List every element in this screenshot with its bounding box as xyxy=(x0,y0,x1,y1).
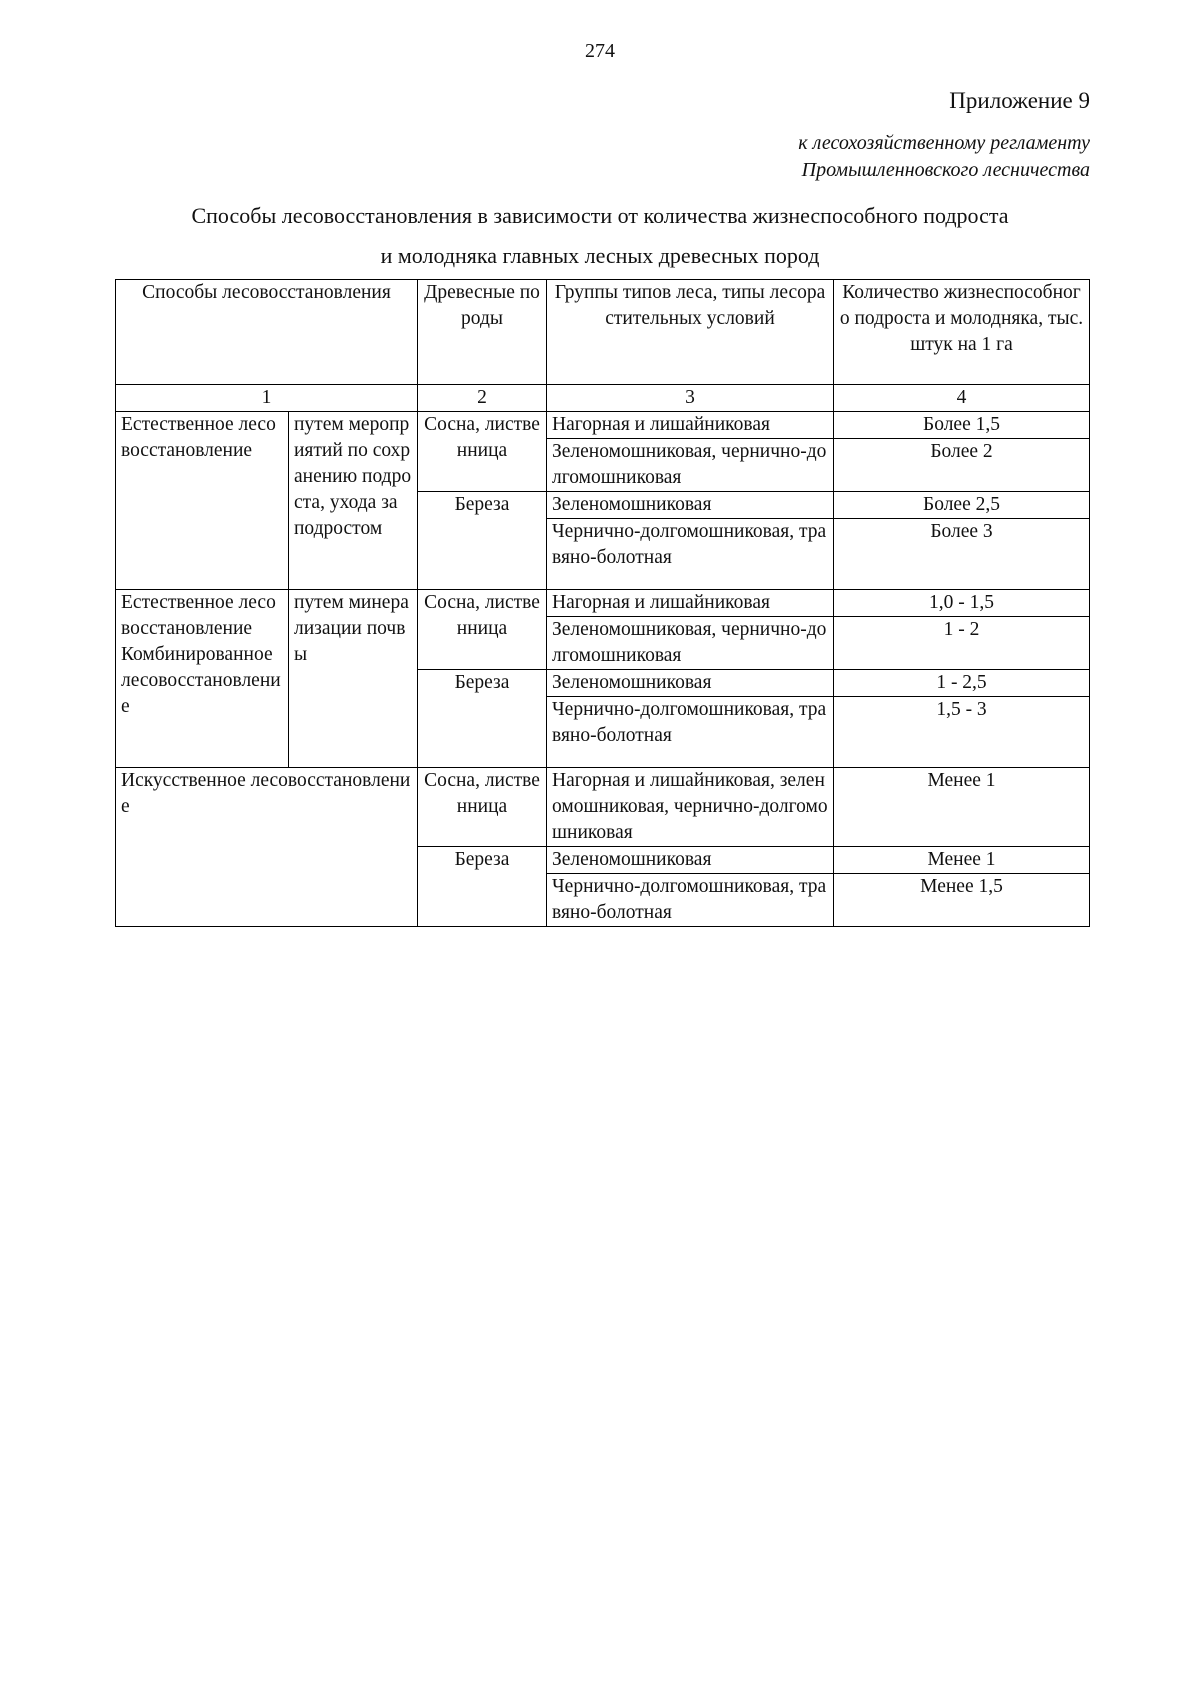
table-row xyxy=(116,590,1090,617)
quantity-cell: Более 1,5 xyxy=(834,412,1090,439)
quantity-cell: Более 2 xyxy=(834,439,1090,492)
method-natural: Естественное лесовосстановление xyxy=(121,592,276,639)
forest-type-cell: Зеленомошниковая xyxy=(547,670,834,697)
quantity-cell: 1,5 - 3 xyxy=(834,697,1090,768)
title-line-1: Способы лесовосстановления в зависимости от количества жизнеспособного подроста xyxy=(191,203,1009,228)
column-number-row xyxy=(116,385,1090,412)
species-cell: Береза xyxy=(418,670,547,768)
table-row xyxy=(116,412,1090,439)
method-cell: Искусственное лесовосстановление xyxy=(116,768,418,927)
forest-type-cell: Нагорная и лишайниковая xyxy=(547,412,834,439)
forest-type-cell: Зеленомошниковая xyxy=(547,847,834,874)
quantity-cell: Менее 1 xyxy=(834,768,1090,847)
title-line-2: и молодняка главных лесных древесных пород xyxy=(380,243,820,268)
column-number-3: 3 xyxy=(547,385,834,412)
header-forest-types: Группы типов леса, типы лесорастительных условий xyxy=(547,280,834,385)
forest-type-cell: Чернично-долгомошниковая, травяно-болотная xyxy=(547,874,834,927)
species-cell: Сосна, лиственница xyxy=(418,590,547,670)
means-cell: путем мероприятий по сохранению подроста, ухода за подростом xyxy=(289,412,418,590)
column-number-2: 2 xyxy=(418,385,547,412)
quantity-cell: Менее 1 xyxy=(834,847,1090,874)
column-number-1: 1 xyxy=(116,385,418,412)
header-methods: Способы лесовосстановления xyxy=(116,280,418,385)
document-title xyxy=(0,196,1200,276)
species-cell: Сосна, лиственница xyxy=(418,412,547,492)
quantity-cell: Менее 1,5 xyxy=(834,874,1090,927)
method-cell xyxy=(116,590,289,768)
forest-type-cell: Зеленомошниковая, чернично-долгомошниковая xyxy=(547,439,834,492)
forest-type-cell: Чернично-долгомошниковая, травяно-болотная xyxy=(547,697,834,768)
means-cell: путем минерализации почвы xyxy=(289,590,418,768)
table-row xyxy=(116,768,1090,847)
quantity-cell: 1 - 2 xyxy=(834,617,1090,670)
species-cell: Береза xyxy=(418,847,547,927)
forest-type-cell: Зеленомошниковая xyxy=(547,492,834,519)
subtitle-line-1: к лесохозяйственному регламенту xyxy=(798,132,1090,154)
header-quantity: Количество жизнеспособного подроста и молодняка, тыс. штук на 1 га xyxy=(834,280,1090,385)
appendix-subtitle xyxy=(798,130,1090,184)
method-combined: Комбинированное лесовосстановление xyxy=(121,644,281,717)
forest-type-cell: Зеленомошниковая, чернично-долгомошниковая xyxy=(547,617,834,670)
subtitle-line-2: Промышленновского лесничества xyxy=(801,159,1090,181)
quantity-cell: 1,0 - 1,5 xyxy=(834,590,1090,617)
reforestation-table xyxy=(115,279,1090,927)
column-number-4: 4 xyxy=(834,385,1090,412)
species-cell: Сосна, лиственница xyxy=(418,768,547,847)
appendix-label: Приложение 9 xyxy=(949,88,1090,113)
quantity-cell: Более 3 xyxy=(834,519,1090,590)
header-species: Древесные породы xyxy=(418,280,547,385)
forest-type-cell: Нагорная и лишайниковая, зеленомошниковая, чернично-долгомошниковая xyxy=(547,768,834,847)
header-row xyxy=(116,280,1090,385)
species-cell: Береза xyxy=(418,492,547,590)
forest-type-cell: Нагорная и лишайниковая xyxy=(547,590,834,617)
quantity-cell: Более 2,5 xyxy=(834,492,1090,519)
forest-type-cell: Чернично-долгомошниковая, травяно-болотная xyxy=(547,519,834,590)
page-number: 274 xyxy=(585,40,615,62)
method-cell: Естественное лесовосстановление xyxy=(116,412,289,590)
quantity-cell: 1 - 2,5 xyxy=(834,670,1090,697)
